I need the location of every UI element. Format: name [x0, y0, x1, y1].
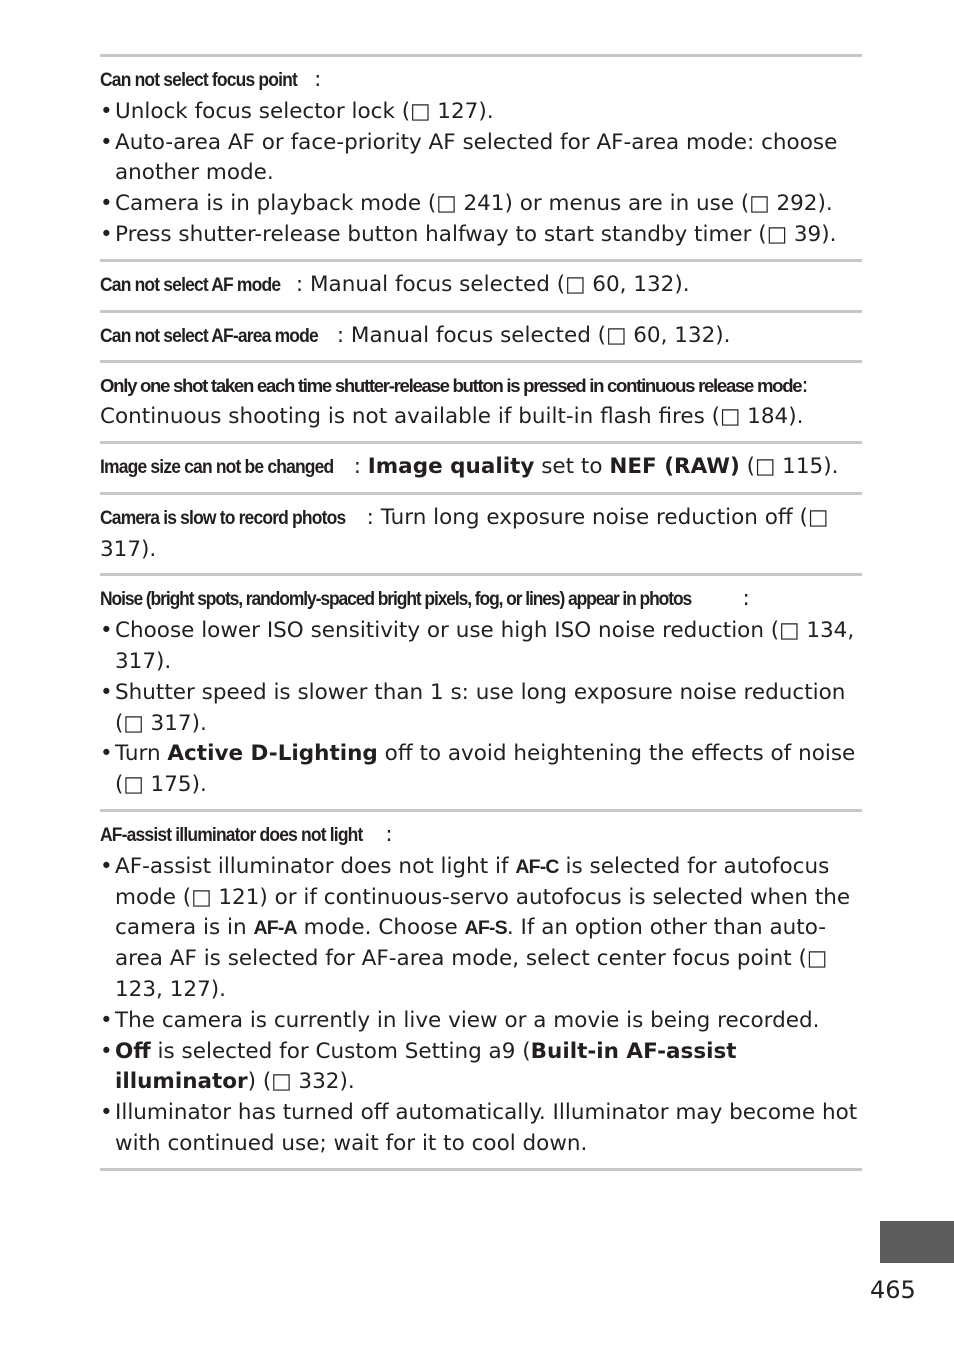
entry-text: (□ 115). — [739, 453, 839, 479]
heading-colon: : — [385, 821, 393, 847]
entry-heading: AF-assist illuminator does not light — [100, 824, 363, 846]
list-item: • Auto-area AF or face-priority AF selected for AF-area mode: choose another mode. — [100, 128, 862, 190]
entry-heading: Can not select AF mode — [100, 274, 281, 296]
entry-heading: Camera is slow to record photos — [100, 507, 346, 529]
entry-heading: Can not select focus point — [100, 70, 297, 91]
list-item: • The camera is currently in live view or a movie is being recorded. — [100, 1006, 862, 1037]
entry-text: set to — [534, 453, 610, 479]
list-item — [100, 1037, 862, 1099]
entry-text: : Manual focus selected (□ 60, 132). — [295, 271, 690, 297]
item-text: mode. Choose — [296, 915, 465, 941]
entry-text: : Turn long exposure noise reduction off (□ 317). — [100, 504, 829, 562]
entry-focus-point — [100, 57, 862, 262]
mode-af-s: AF-S — [464, 917, 507, 940]
item-text: is selected for Custom Setting a9 ( — [150, 1038, 531, 1064]
bullet-list — [100, 616, 862, 801]
list-item — [100, 739, 862, 801]
list-item: • Illuminator has turned off automatically. Illuminator may become hot with continued use; wait for it to cool down. — [100, 1098, 862, 1160]
mode-af-c: AF-C — [515, 855, 559, 878]
heading-colon: : — [742, 586, 750, 612]
entry-af-area-mode — [100, 313, 862, 364]
menu-item-image-quality: Image quality — [367, 453, 535, 479]
entry-continuous-release — [100, 363, 862, 444]
item-text: is selected for autofocus mode (□ 121) or if continuous-servo autofocus is selected when the camera is in — [115, 853, 851, 941]
list-item: • Shutter speed is slower than 1 s: use long exposure noise reduction (□ 317). — [100, 678, 862, 740]
item-text: off to avoid heightening the effects of noise (□ 175). — [115, 741, 856, 798]
entry-text: : Manual focus selected (□ 60, 132). — [336, 322, 731, 348]
troubleshooting-list — [100, 54, 862, 1171]
page-number: 465 — [870, 1276, 916, 1304]
entry-af-mode — [100, 262, 862, 313]
option-nef-raw: NEF (RAW) — [609, 453, 740, 479]
list-item: • Choose lower ISO sensitivity or use high ISO noise reduction (□ 134, 317). — [100, 616, 862, 678]
entry-heading: Image size can not be changed — [100, 456, 334, 478]
list-item — [100, 852, 862, 1006]
menu-item-built-in-af-assist: Built-in AF-assist illuminator — [115, 1038, 737, 1095]
item-text: AF-assist illuminator does not light if — [115, 853, 516, 879]
entry-heading: Only one shot taken each time shutter-release button is pressed in continuous release mode — [100, 375, 802, 397]
option-off: Off — [115, 1038, 151, 1064]
entry-heading: Noise (bright spots, randomly-spaced bright pixels, fog, or lines) appear in photos — [100, 589, 692, 611]
entry-text: : — [353, 453, 368, 479]
entry-noise — [100, 576, 862, 812]
bullet-list — [100, 97, 862, 251]
item-text: ) (□ 332). — [247, 1069, 355, 1095]
entry-af-assist — [100, 812, 862, 1171]
item-text: . If an option other than auto-area AF is selected for AF-area mode, select center focus point (□ 123, 127). — [115, 915, 828, 1002]
entry-slow-record — [100, 495, 862, 577]
entry-text: : Continuous shooting is not available if built-in flash fires (□ 184). — [100, 373, 809, 430]
list-item: • Unlock focus selector lock (□ 127). — [100, 97, 862, 128]
mode-af-a: AF-A — [253, 917, 297, 940]
entry-heading: Can not select AF-area mode — [100, 325, 318, 347]
menu-item-active-d-lighting: Active D-Lighting — [167, 741, 378, 767]
list-item: • Camera is in playback mode (□ 241) or menus are in use (□ 292). — [100, 189, 862, 220]
section-tab — [880, 1221, 954, 1263]
list-item: • Press shutter-release button halfway to start standby timer (□ 39). — [100, 220, 862, 251]
bullet-list — [100, 852, 862, 1160]
item-text: Turn — [115, 741, 168, 767]
entry-image-size — [100, 444, 862, 495]
heading-colon: : — [314, 67, 322, 92]
